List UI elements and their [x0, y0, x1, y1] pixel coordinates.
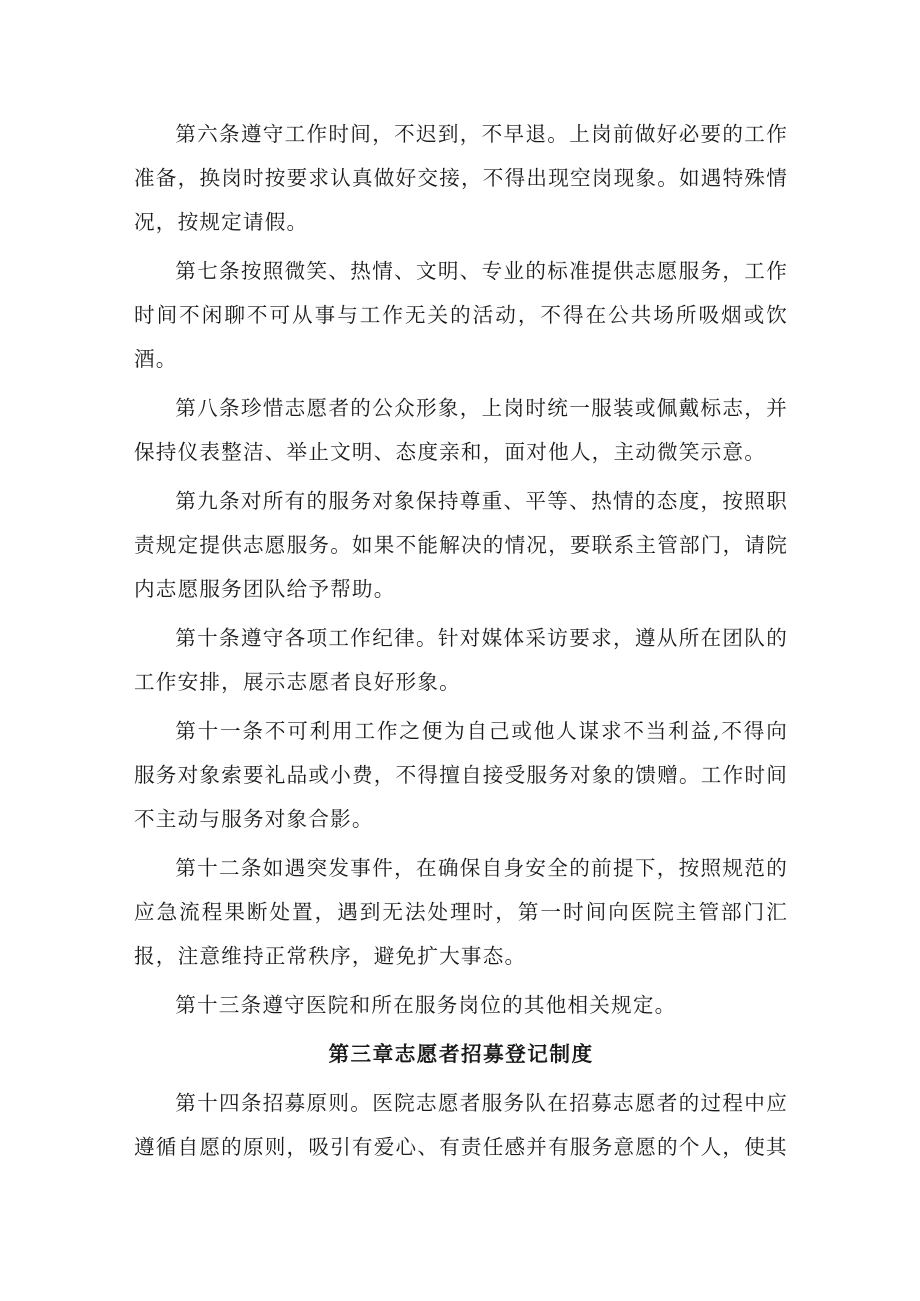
- article-13-paragraph: 第十三条遵守医院和所在服务岗位的其他相关规定。: [175, 993, 677, 1017]
- article-14-paragraph: 第十四条招募原则。医院志愿者服务队在招募志愿者的过程中应遵循自愿的原则，吸引有爱心、有责任感并有服务意愿的个人，使其: [134, 1091, 788, 1159]
- article-12-paragraph: 第十二条如遇突发事件，在确保自身安全的前提下，按照规范的应急流程果断处置，遇到无法处理时，第一时间向医院主管部门汇报，注意维持正常秩序，避免扩大事态。: [134, 856, 788, 968]
- article-7-paragraph: 第七条按照微笑、热情、文明、专业的标准提供志愿服务，工作时间不闲聊不可从事与工作无关的活动，不得在公共场所吸烟或饮酒。: [134, 259, 788, 371]
- chapter-heading: 第三章志愿者招募登记制度: [328, 1042, 594, 1066]
- article-8-paragraph: 第八条珍惜志愿者的公众形象，上岗时统一服装或佩戴标志，并保持仪表整洁、举止文明、态度亲和，面对他人，主动微笑示意。: [134, 396, 788, 464]
- article-9-paragraph: 第九条对所有的服务对象保持尊重、平等、热情的态度，按照职责规定提供志愿服务。如果不能解决的情况，要联系主管部门，请院内志愿服务团队给予帮助。: [134, 489, 788, 601]
- document-page: [134, 112, 788, 1174]
- article-11-paragraph: 第十一条不可利用工作之便为自己或他人谋求不当利益,不得向服务对象索要礼品或小费，不得擅自接受服务对象的馈赠。工作时间不主动与服务对象合影。: [134, 719, 788, 831]
- article-10-paragraph: 第十条遵守各项工作纪律。针对媒体采访要求，遵从所在团队的工作安排，展示志愿者良好形象。: [134, 626, 788, 694]
- article-6-paragraph: 第六条遵守工作时间，不迟到，不早退。上岗前做好必要的工作准备，换岗时按要求认真做好交接，不得出现空岗现象。如遇特殊情况，按规定请假。: [134, 122, 788, 234]
